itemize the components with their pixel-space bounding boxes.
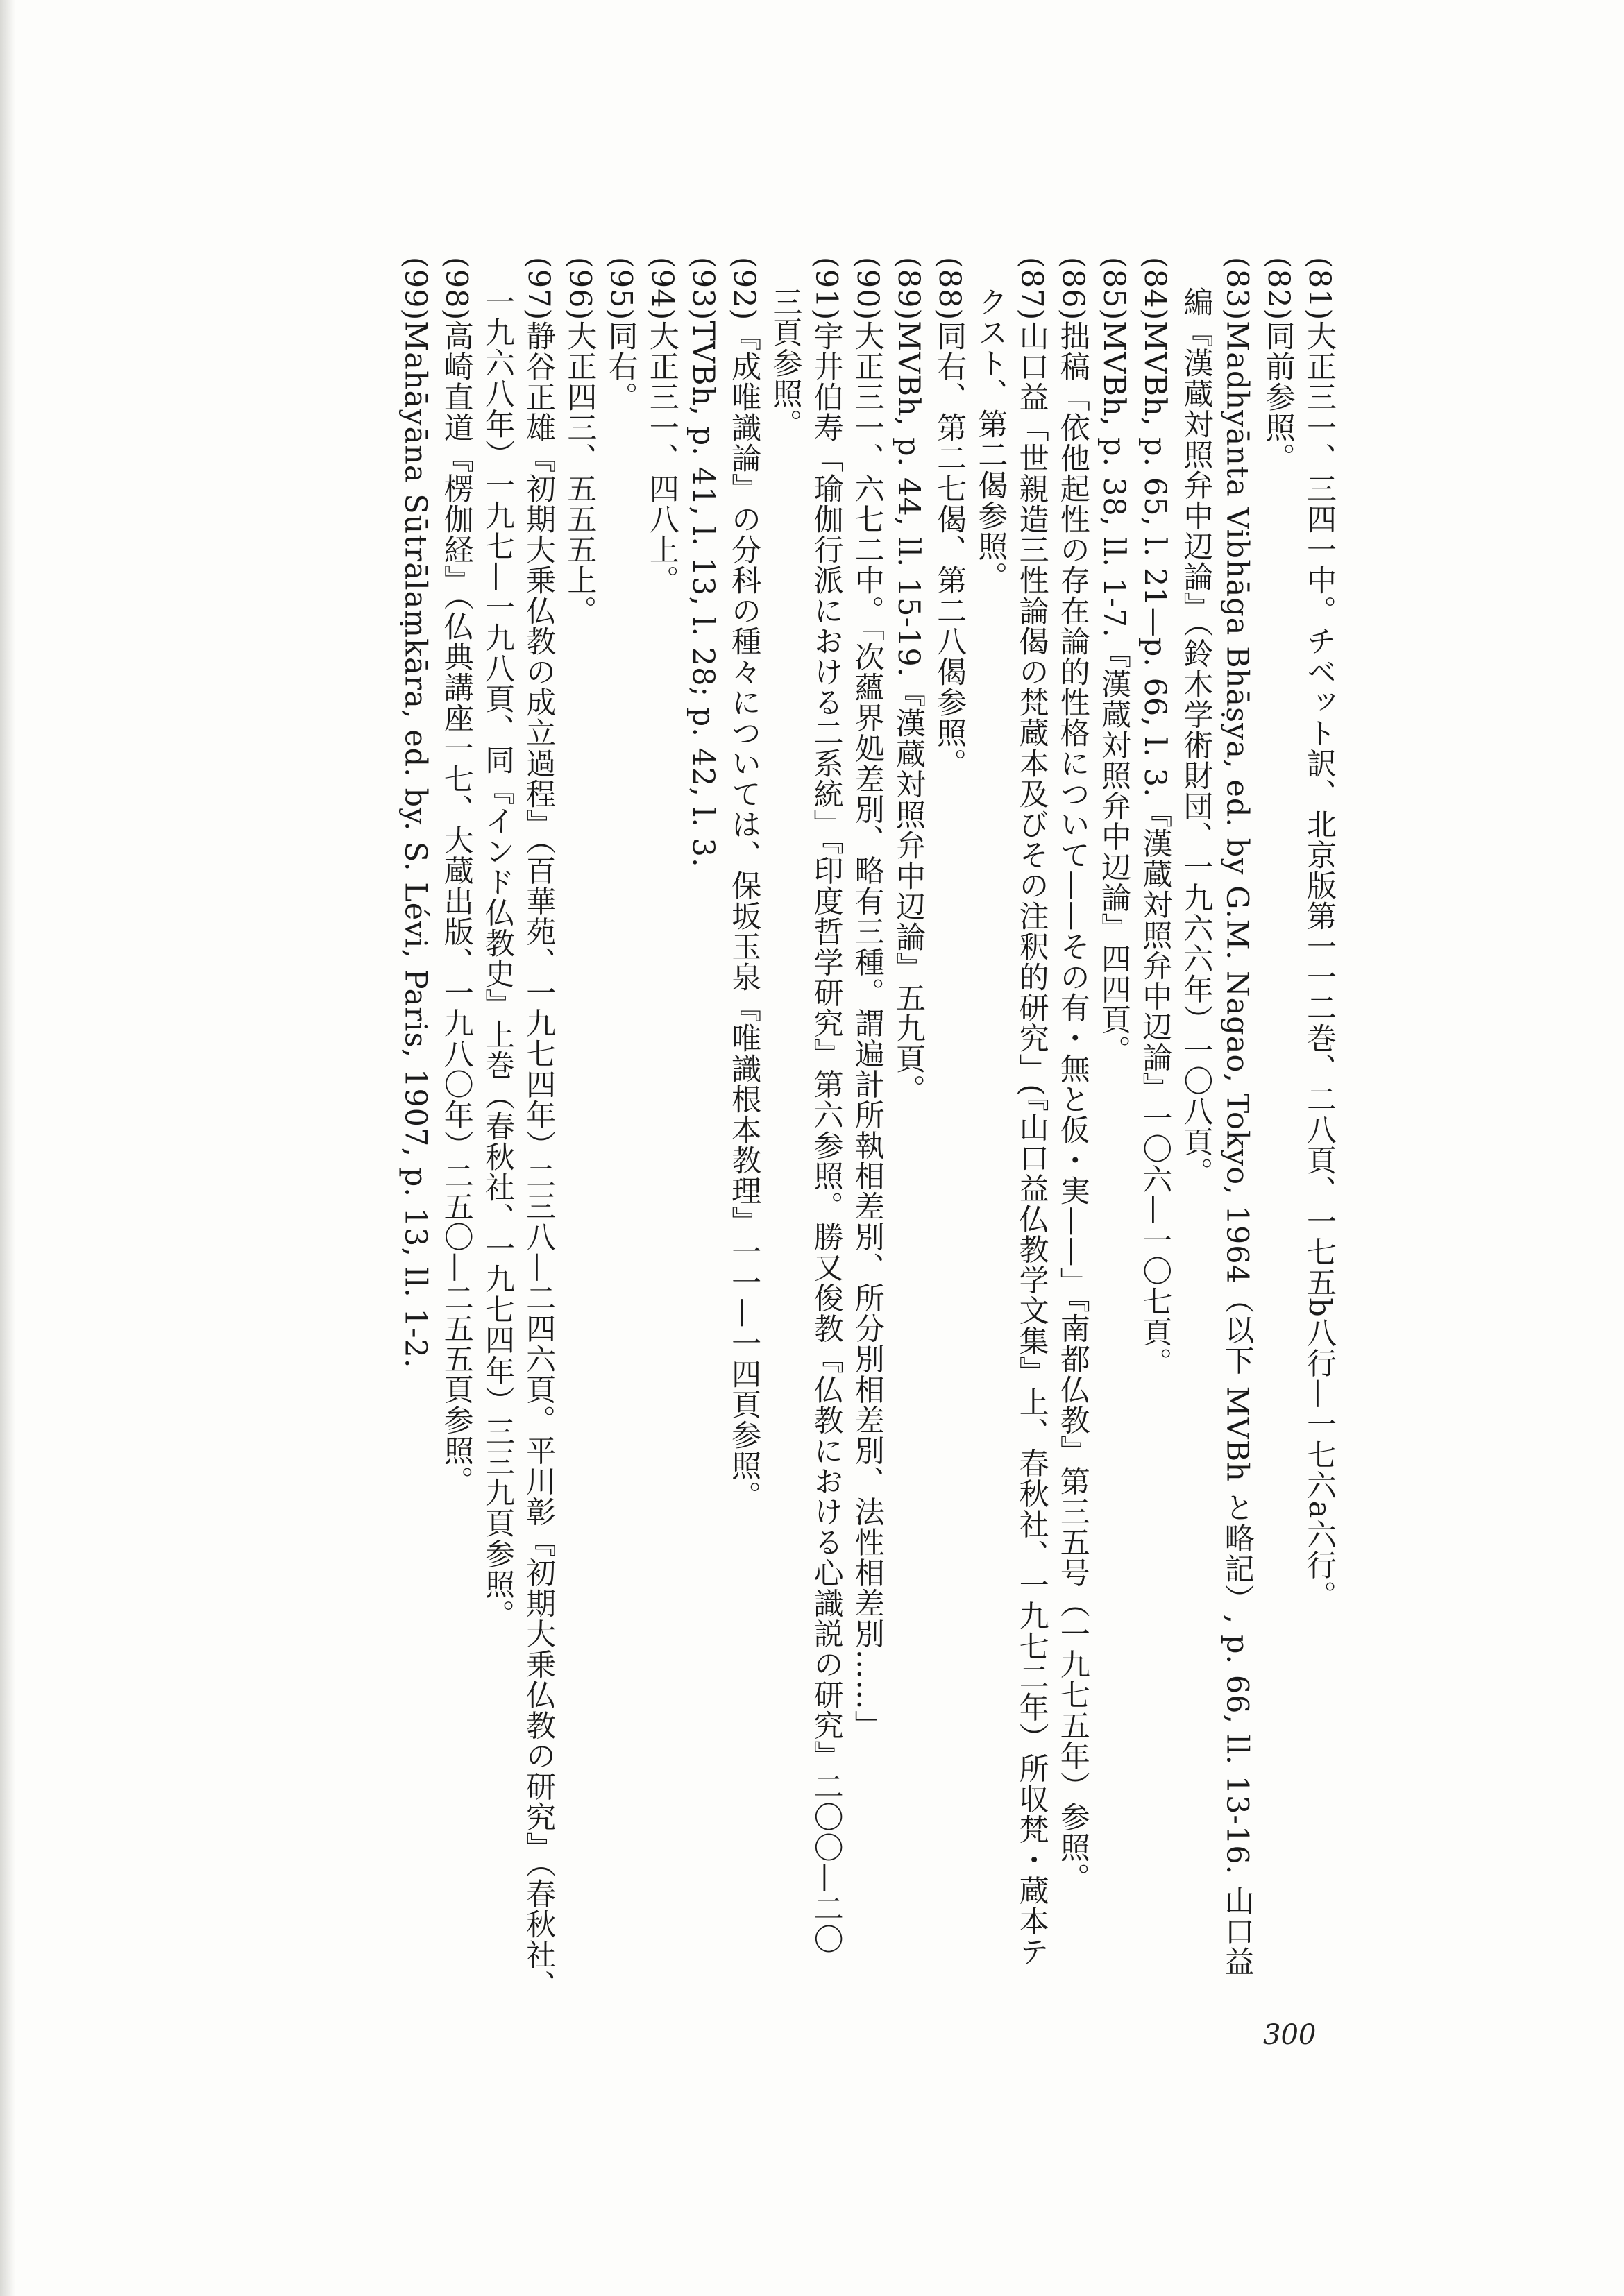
footnote-text: 山口益「世親造三性論偈の梵蔵本及びその注釈的研究」(『山口益仏教学文集』上、春秋社、一九七二年）所収梵・蔵本テ (1014, 321, 1049, 1967)
footnote-83 (1175, 257, 1257, 2144)
footnote-number: (85) (1096, 257, 1131, 321)
footnote-text: TVBh, p. 41, l. 13, l. 28; p. 42, l. 3. (685, 321, 720, 868)
footnote-89 (888, 257, 929, 2144)
footnote-82 (1258, 257, 1299, 2144)
footnote-95 (600, 257, 641, 2144)
footnote-text: 宇井伯寿「瑜伽行派における二系統」『印度哲学研究』第六参照。勝又俊教『仏教における心識説の研究』二〇〇—二〇 (809, 321, 844, 1955)
footnote-number: (84) (1137, 257, 1173, 321)
footnote-text: 大正三一、三四一中。チベット訳、北京版第一一二巻、二八頁、一七五b八行—一七六a六行。 (1302, 321, 1337, 1611)
footnote-number: (98) (439, 257, 474, 321)
footnote-85 (1093, 257, 1134, 2144)
footnote-continuation: 編『漢蔵対照弁中辺論』（鈴木学術財団、一九六六年）一〇八頁。 (1178, 287, 1214, 1188)
footnote-continuation: クスト、第二偈参照。 (973, 287, 1008, 592)
footnote-88 (929, 257, 970, 2144)
footnote-81 (1299, 257, 1339, 2144)
footnote-text: 『成唯識論』の分科の種々については、保坂玉泉『唯識根本教理』一一—一四頁参照。 (727, 321, 762, 1512)
footnote-94 (641, 257, 682, 2144)
footnote-number: (94) (644, 257, 679, 321)
footnote-text: 同右。 (603, 321, 638, 413)
footnote-text: 大正四三、五五五上。 (562, 321, 598, 627)
footnote-number: (83) (1219, 257, 1255, 321)
footnote-text: 静谷正雄『初期大乗仏教の成立過程』（百華苑、一九七四年）二三八—二四六頁。平川彰『初期大乗仏教の研究』（春秋社、 (521, 321, 557, 2001)
footnote-98 (436, 257, 477, 2144)
footnote-number: (81) (1302, 257, 1337, 321)
footnote-number: (99) (398, 257, 433, 321)
footnote-text: Mahāyāna Sūtrālaṃkāra, ed. by. S. Lévi, Paris, 1907, p. 13, ll. 1-2. (398, 321, 433, 1369)
footnote-91 (764, 257, 846, 2144)
footnote-text: MVBh, p. 38, ll. 1-7.『漢蔵対照弁中辺論』四四頁。 (1096, 321, 1131, 1066)
footnote-number: (87) (1014, 257, 1049, 321)
footnote-84 (1134, 257, 1175, 2144)
footnote-text: 大正三一、四八上。 (644, 321, 679, 596)
footnote-text: Madhyānta Vibhāga Bhāṣya, ed. by G.M. Nagao, Tokyo, 1964（以下 MVBh と略記）, p. 66, ll. 13-16. 山口益 (1219, 321, 1255, 1978)
footnote-text: 高崎直道『楞伽経』（仏典講座一七、大蔵出版、一九八〇年）二五〇—二五五頁参照。 (439, 321, 474, 1497)
footnote-number: (90) (849, 257, 885, 321)
footnote-number: (93) (685, 257, 720, 321)
footnote-number: (92) (727, 257, 762, 321)
footnote-90 (847, 257, 888, 2144)
footnote-list (394, 257, 1339, 2144)
footnote-97 (477, 257, 559, 2144)
footnote-87 (970, 257, 1051, 2144)
footnote-text: 同右、第二七偈、第二八偈参照。 (932, 321, 967, 779)
footnote-92 (723, 257, 764, 2144)
page-number: 300 (1263, 2019, 1317, 2051)
footnote-number: (86) (1055, 257, 1090, 321)
footnote-text: 大正三一、六七二中。「次蘊界処差別、略有三種。謂遍計所執相差別、所分別相差別、法性相差別……」 (849, 321, 885, 1741)
footnote-continuation: 三頁参照。 (768, 287, 803, 439)
footnote-number: (82) (1260, 257, 1296, 321)
footnote-86 (1052, 257, 1093, 2144)
footnote-93 (682, 257, 723, 2144)
footnote-text: 同前参照。 (1260, 321, 1296, 474)
footnote-99 (394, 257, 435, 2144)
footnote-number: (88) (932, 257, 967, 321)
footnote-text: MVBh, p. 44, ll. 15-19.『漢蔵対照弁中辺論』五九頁。 (890, 321, 926, 1105)
footnote-number: (91) (809, 257, 844, 321)
footnote-number: (97) (521, 257, 557, 321)
page-edge-shadow (0, 0, 15, 2296)
footnote-number: (95) (603, 257, 638, 321)
footnote-number: (89) (890, 257, 926, 321)
footnote-number: (96) (562, 257, 598, 321)
footnote-96 (559, 257, 600, 2144)
footnote-continuation: 一九六八年）一九七—一九八頁、同『インド仏教史』上巻（春秋社、一九七四年）三三九頁参照。 (480, 287, 515, 1630)
footnote-text: MVBh, p. 65, l. 21—p. 66, l. 3.『漢蔵対照弁中辺論』一〇六—一〇七頁。 (1137, 321, 1173, 1378)
footnote-text: 拙稿「依他起性の存在論的性格について——その有・無と仮・実——」『南都仏教』第三五号（一九七五年）参照。 (1055, 321, 1090, 1894)
